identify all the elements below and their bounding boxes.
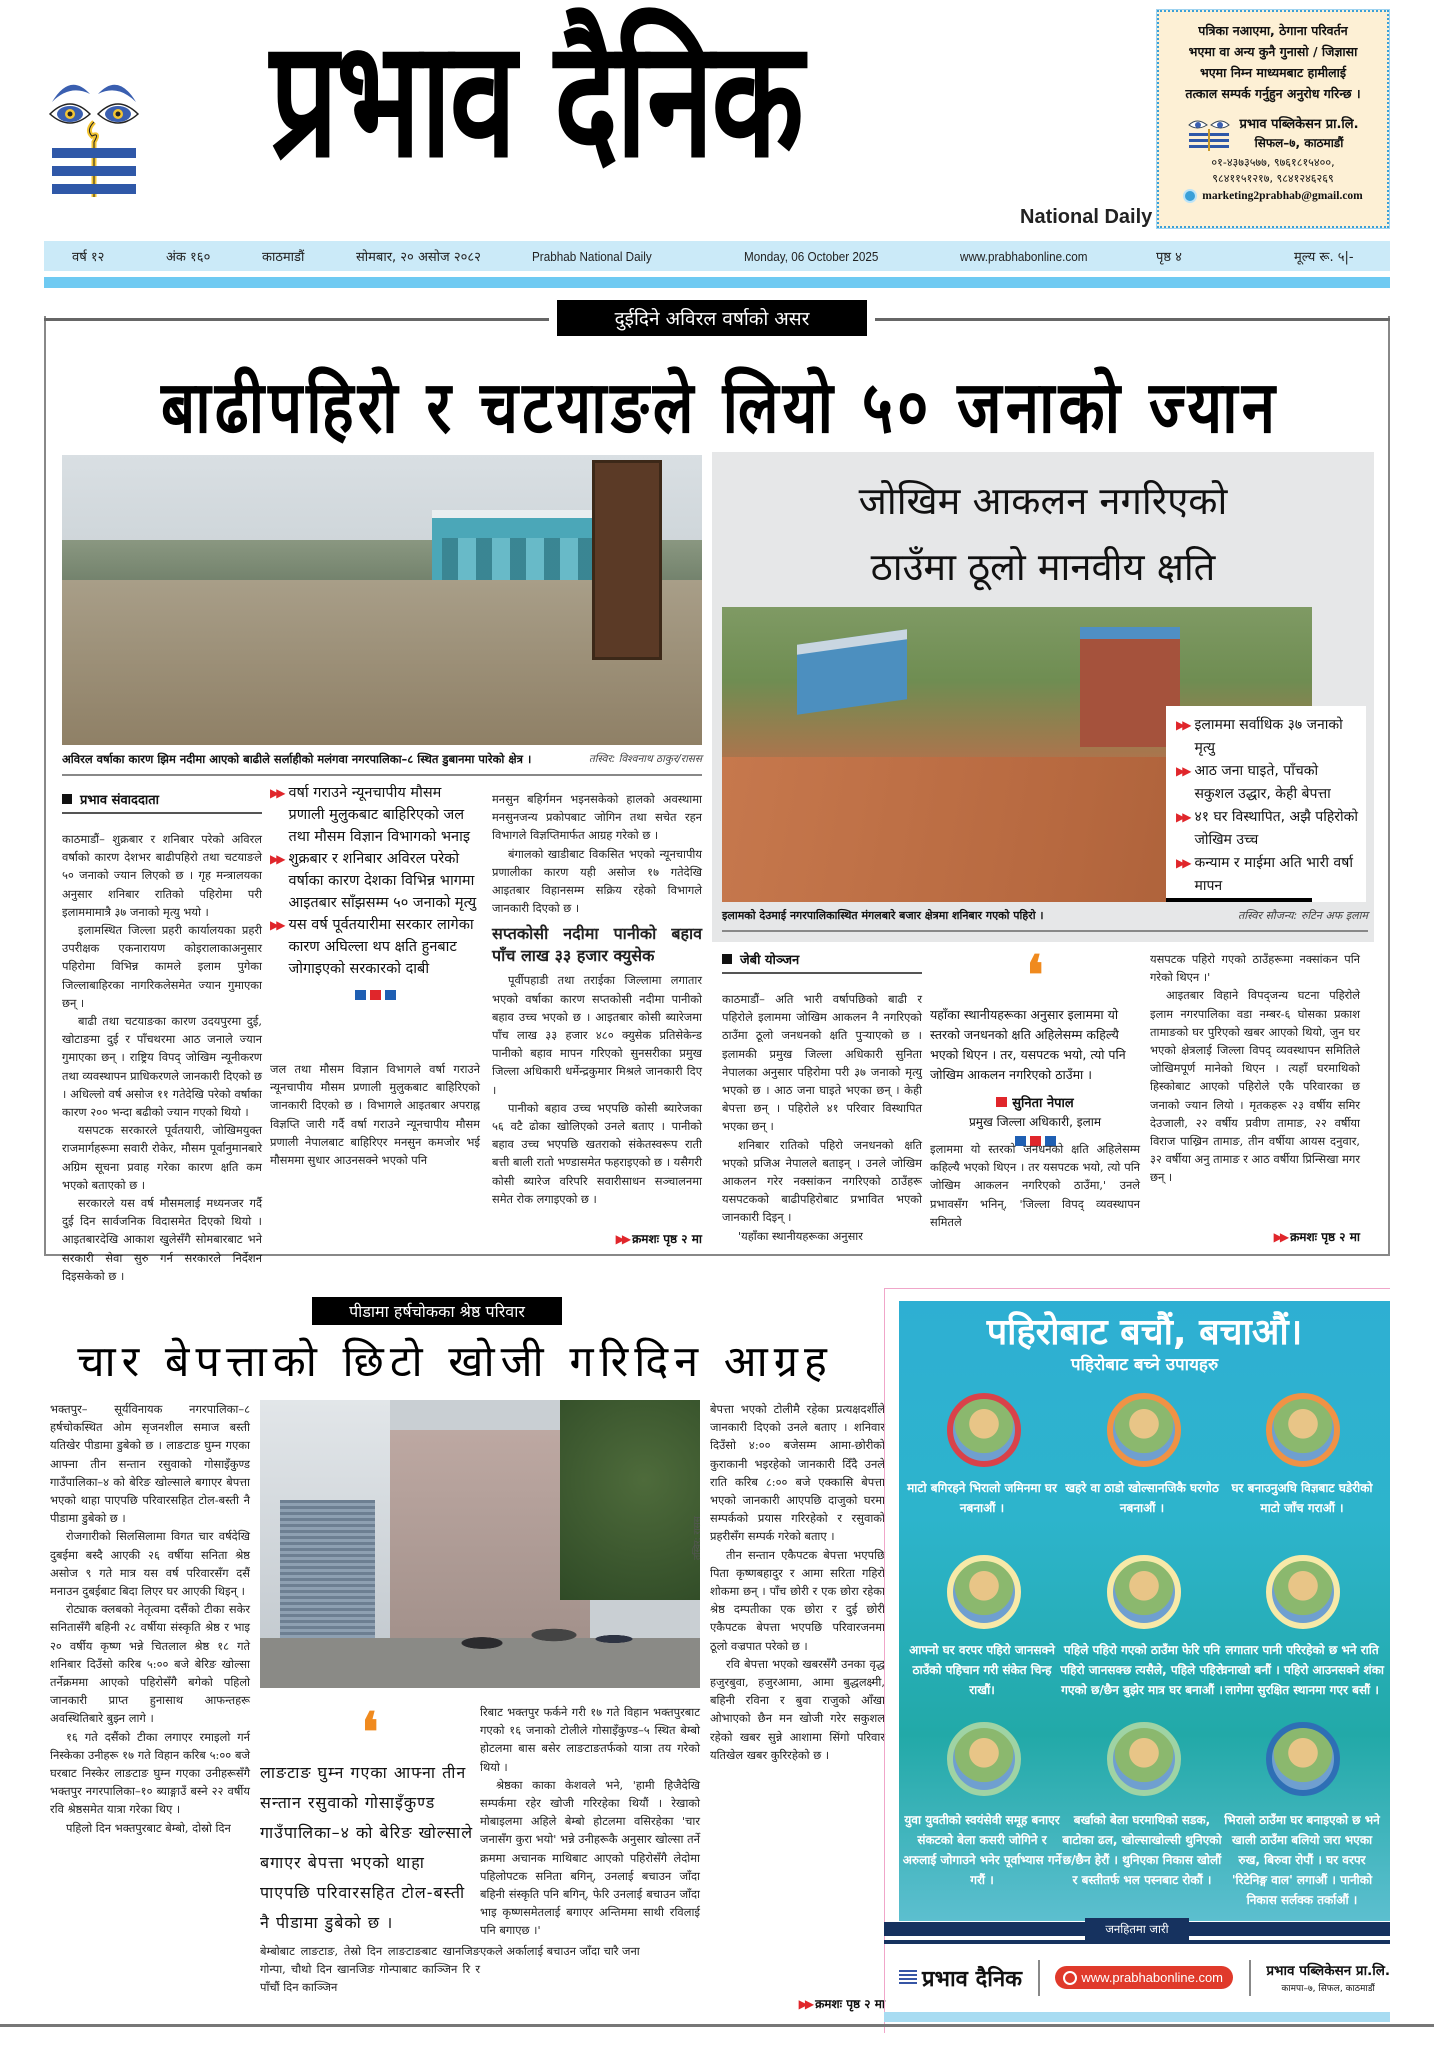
second-story-column-3 [1150, 950, 1360, 1230]
double-arrow-icon: ▶▶ [1176, 718, 1189, 732]
quote-mark-icon: ❛ [1026, 943, 1044, 1007]
masthead-subtitle: National Daily [1020, 206, 1153, 228]
ad-bottom-strip [884, 2012, 1390, 2022]
paragraph: पहिलो दिन भक्तपुरबाट बेम्बो, दोस्रो दिन [66, 1820, 231, 1835]
masthead-title: प्रभाव दैनिक [270, 6, 802, 195]
photo-credit: तस्विर सौजन्य: रुटिन अफ इलाम [1237, 909, 1368, 922]
kicker-rule-right [875, 318, 1390, 321]
double-arrow-icon: ▶▶ [1176, 810, 1189, 824]
square-bullet-icon [722, 954, 732, 964]
highlight-item: ▶▶ शुक्रबार र शनिबार अविरल परेको वर्षाका कारण देशका विभिन्न भागमा आइतबार साँझसम्म ५० जनाको मृत्यु [270, 848, 480, 914]
publisher-logo-icon [1187, 115, 1231, 151]
publisher-row [1165, 114, 1381, 151]
paragraph: बेपत्ता भएको टोलीमै रहेका प्रत्यक्षदर्शीले जानकारी दिएको उनले बताए । शनिवार दिउँसो ४:०० बजेसम्म आमा-छोरीको कुराकानी भइरहेको जानकारी दिँदै उनले राति करिब ८:०० बजे एक्कासि बेपत्ता भएको जानकारी आएपछि दाजुको घरमा सम्पर्कको प्रयास गरिरहेको र रसुवाको प्रहरीसँग सम्पर्क गरेको बताए । [710, 1402, 885, 1544]
double-arrow-icon: ▶▶ [615, 1232, 629, 1246]
page-bottom-rule [0, 2024, 1434, 2027]
highlight-item: ▶▶ इलाममा सर्वाधिक ३७ जनाको मृत्यु [1176, 714, 1358, 760]
photo-footer-bar [1166, 898, 1312, 902]
family-street-photo [260, 1400, 700, 1688]
paragraph: रोजगारीको सिलसिलामा विगत चार वर्षदेखि दुबईमा बस्दै आएकी २६ वर्षीया सनिता श्रेष्ठ असोज ९ गते मात्र यस वर्ष परिवारसँग दसैं मनाउन दुबईबाट बिदा लिएर घर आएकी थिइन् । [50, 1529, 250, 1599]
paragraph: काठमाडौं– अति भारी वर्षापछिको बाढी र पहिरोले इलाममा जोखिम आकलन नै नगरिएको ठाउँमा ठूलो जनधनको क्षति पुऱ्याएको छ । इलामकी प्रमुख जिल्ला अधिकारी सुनिता नेपालका अनुसार पहिरोमा परी ३७ जनाको मृत्यु भएको छ । आठ जना घाइते भएका छन् । केही बेपत्ता छन् । पहिरोले ४१ परिवार विस्थापित भएका छन् । [722, 992, 922, 1134]
photo-credit: तस्विर: रासस [693, 1516, 703, 1560]
tip-9: भिरालो ठाउँमा घर बनाइएको छ भने खाली ठाउँमा बलियो जरा भएका रुख, बिरुवा रोपौं । घर वरपर 'रिटेनिङ्ग वाल' लगाऔं । पानीको निकास सर्लक्क तर्काऔं । [1224, 1813, 1380, 1907]
night-rain-icon [1266, 1555, 1340, 1629]
highlight-item: ▶▶ यस वर्ष पूर्वतयारीमा सरकार लागेका कारण अघिल्ला थप क्षति हुनबाट जोगाइएको सरकारको दाबी [270, 914, 480, 980]
paragraph: काठमाडौं– शुक्रबार र शनिबार परेको अविरल वर्षाको कारण देशभर बाढीपहिरो तथा चटयाङले ५० जनाको ज्यान लिएको छ । गृह मन्त्रालयका अनुसार शनिबार रातिको पहिरोमा परी इलाममामात्रै ३७ जनाको मृत्यु भयो । [62, 832, 262, 919]
no-house-river-icon [1107, 1393, 1181, 1467]
issue-number: अंक १६० [166, 250, 211, 265]
double-arrow-icon: ▶▶ [1176, 764, 1189, 778]
double-arrow-icon: ▶▶ [1273, 1230, 1287, 1244]
third-story-kicker: पीडामा हर्षचोकका श्रेष्ठ परिवार [312, 1297, 562, 1325]
tip-8: बर्खाको बेला घरमाथिको सडक, बाटोका ढल, खोल्साखोल्सी थुनिएको छ/छैन हेरौं । थुनिएका निकास खोलौं र बस्तीतर्फ भल पस्नबाट रोकौं । [1062, 1813, 1222, 1887]
paragraph: सरकारले यस वर्ष मौसमलाई मध्यनजर गर्दै दुई दिन सार्वजनिक विदासमेत दिएको थियो । आइतबारदेखि आकाश खुलेसँगै सोमबारबाट भने सरकारी सेवा सुरु गर्न सरकारले निर्देशन दिइसकेको छ । [62, 1196, 262, 1283]
divider [1249, 1960, 1251, 1996]
contact-box [1157, 10, 1389, 228]
paragraph: पानीको बहाव उच्च भएपछि कोसी ब्यारेजका ५६ वटै ढोका खोलिएको उनले बताए । पानीको बहाव उच्च भएपछि खतराको संकेतस्वरूप राती बत्ती बाली रातो भण्डासमेत फहराइएको छ । यसैगरी कोसी ब्यारेज वरिपरि सवारीसाधन सञ्चालनमा समेत रोक लगाइएको छ । [492, 1100, 702, 1206]
second-story-headline[interactable]: जोखिम आकलन नगरिएको ठाउँमा ठूलो मानवीय क्षति [858, 479, 1228, 589]
quote-mark-icon: ❛ [361, 1700, 379, 1764]
globe-icon [1063, 1971, 1077, 1985]
flood-photo [62, 455, 702, 745]
byline: जेबी योञ्जन [722, 950, 922, 974]
highlight-item: ▶▶ आठ जना घाइते, पाँचको सकुशल उद्धार, केही बेपत्ता [1176, 760, 1358, 806]
tip-1: माटो बगिरहने भिरालो जमिनमा घर नबनाऔं । [907, 1481, 1057, 1515]
paragraph: 'यहाँका स्थानीयहरूका अनुसार [738, 1228, 863, 1243]
caption-rule [62, 774, 702, 776]
paragraph: मनसुन बहिर्गमन भइनसकेको हालको अवस्थामा मनसुनजन्य प्रकोपबाट जोगिन तथा सचेत रहन विभागले विज्ञप्तिमार्फत आग्रह गरेको छ । [492, 792, 702, 843]
paragraph: एकले अर्कालाई बचाउन जाँदा चारै जना [480, 1944, 640, 1958]
paragraph: जल तथा मौसम विज्ञान विभागले वर्षा गराउने न्यूनचापीय मौसम प्रणाली मुलुकबाट बाहिरिएको जानकारी दिएको छ । विभागले आइतबार अपराह्न विज्ञप्ति जारी गर्दै वर्षा गराउने न्यूनचापीय मौसम प्रणाली नेपालबाट बाहिरिएर मनसुन कमजोर भई मौसममा सुधार आउनसक्ने भएको पनि [270, 1062, 480, 1168]
red-square-icon [996, 1097, 1007, 1107]
issued-bar-line [884, 1940, 1390, 1944]
tip-3: घर बनाउनुअघि विज्ञबाट घडेरीको माटो जाँच गराऔं । [1231, 1481, 1373, 1515]
paragraph: यसपटक पहिरो गएको ठाउँहरूमा नक्सांकन पनि गरेको थिएन ।' [1150, 952, 1360, 985]
email-icon [1183, 189, 1197, 203]
third-story-column-2 [480, 1703, 700, 1938]
kicker-rule-left [44, 318, 549, 321]
contact-phones: ०१-४३७३५७७, ९७६१८१५४००, ९८४११५१२१७, ९८४१२४६२६९ [1211, 156, 1335, 185]
double-arrow-icon: ▶▶ [270, 918, 283, 932]
english-date: Monday, 06 October 2025 [744, 248, 879, 264]
drain-clearing-icon [1107, 1722, 1181, 1796]
landslide-history-icon [1107, 1555, 1181, 1629]
double-arrow-icon: ▶▶ [798, 1997, 812, 2011]
paragraph: श्रेष्ठका काका केशवले भने, 'हामी हिजैदेखि सम्पर्कमा रहेर खोजी गरिरहेका थियौं । रेखाको मोबाइलमा अहिले बेम्बो होटलमा वसिरहेका 'चार जनासँग कुरा भयो' भन्ने उनीहरूकै अनुसार खोल्सा तर्ने क्रममा अचानक माथिबाट आएको पहिरोसँगै लेदोमा पहिलोपटक सनिता बगिन्, उनलाई बचाउन जाँदा बहिनी संस्कृति पनि बगिन्, फेरि उनलाई बचाउन जाँदा भाइ कृष्णसमेतलाई बगाएर अन्तिममा साथी रविलाई पनि बगाएछ ।' [480, 1777, 700, 1938]
tip-4: आफ्नो घर वरपर पहिरो जानसक्ने ठाउँको पहिचान गरी संकेत चिन्ह राखौं। [909, 1643, 1055, 1697]
buddha-eyes-logo [48, 72, 140, 202]
brand-paper: प्रभाव दैनिक [899, 1963, 1022, 1993]
price: मूल्य रू. ५|- [1294, 250, 1354, 265]
top-story-column-3 [492, 790, 702, 1230]
tip-2: खहरे वा ठाडो खोल्सानजिकै घरगोठ नबनाऔं । [1065, 1481, 1219, 1515]
double-arrow-icon: ▶▶ [1176, 856, 1189, 870]
quote-text: लाङटाङ घुम्न गएका आफ्ना तीन सन्तान रसुवाको गोसाइँकुण्ड गाउँपालिका–४ को बेरिङ खोल्साले बगाएर बेपत्ता भएको थाहा पाएपछि परिवारसहित टोल-बस्ती नै पीडामा डुबेको छ । [260, 1763, 474, 1932]
paragraph: शनिबार रातिको पहिरो जनधनको क्षति भएको प्रजिअ नेपालले बताइन् । उनले जोखिम आकलन गरेर नक्सांकन नगरिएको ठाउँहरू यसपटकको बाढीपहिरोबाट प्रभावित भएको जानकारी दिइन् । [722, 1137, 922, 1225]
divider [1038, 1960, 1040, 1996]
page-number: पृष्ठ ४ [1156, 250, 1182, 265]
square-bullet-icon [62, 794, 72, 804]
paragraph: भक्तपुर– सूर्यविनायक नगरपालिका–८ हर्षचोकस्थित ओम सृजनशील समाज बस्ती यतिखेर पीडामा डुबेको छ । लाङटाङ घुम्न गएका आफ्ना तीन सन्तान रसुवाको गोसाइँकुण्ड गाउँपालिका–४ को बेरिङ खोल्साले बगाएर बेपत्ता भएको थाहा पाएपछि परिवारसहित टोल-बस्ती नै पीडामा डुबेको छ । [50, 1402, 250, 1526]
double-arrow-icon: ▶▶ [270, 786, 283, 800]
continued-link[interactable]: ▶▶ क्रमशः पृष्ठ २ मा [615, 1232, 702, 1246]
pull-quote [930, 943, 1140, 1146]
third-story-column-2-lower-b [480, 1942, 700, 2022]
top-story-kicker: दुईदिने अविरल वर्षाको असर [557, 300, 867, 336]
paragraph: आइतबार विहाने विपद्जन्य घटना पहिरोले इलाम नगरपालिका वडा नम्बर-६ घोसका प्रकाश तामाङको घर पुरिएको खबर आएको थियो, जुन घर भएको क्षेत्रलाई जिल्ला विपद् व्यवस्थापन समितिले जोखिमपूर्ण मानेको थिएन । त्यहाँ घरमाथिको हिस्कोबाट आएको पहिरोले एकै परिवारका छ जनाको ज्यान लियो । मृतकहरू २३ वर्षीय समिर देउजाली, २२ वर्षीय प्रवीण तामाङ, २२ वर्षीया विराज पाख्रिन तामाङ, तीन वर्षीया आयस दनुवार, ३२ वर्षीया अनु तामाङ र आठ वर्षीया प्रिन्सिखा मगर छन् । [1150, 988, 1360, 1185]
publisher-name: प्रभाव पब्लिकेसन प्रा.लि. [1239, 117, 1359, 132]
brand-row [899, 1950, 1390, 2005]
second-story-column-1 [722, 990, 922, 1243]
contact-message: पत्रिका नआएमा, ठेगाना परिवर्तन भएमा वा अन्य कुनै गुनासो / जिज्ञासा भएमा निम्न माध्यमबाट हामीलाई तत्काल सम्पर्क गर्नुहुन अनुरोध गरिन्छ । [1185, 23, 1361, 101]
paragraph: रवि बेपत्ता भएको खबरसँगै उनका वृद्ध हजुरबुवा, हजुरआमा, आमा बुद्धलक्ष्मी, बहिनी रविना र बुवा राजुको आँखा ओभाएको छैन मन खोजी गरेर सकुशल रहेको खबर सुन्ने आशामा सिंगो परिवार यतिखेल खबर कुरिरहेको छ । [710, 1656, 885, 1762]
quote-author: सुनिता नेपाल [930, 1093, 1140, 1111]
issued-label: जनहितमा जारी [1085, 1918, 1189, 1940]
brand-publisher: प्रभाव पब्लिकेसन प्रा.लि. कामपा–७, सिफल, काठमाडौं [1266, 1963, 1390, 1994]
paper-logo-icon [899, 1970, 917, 1986]
strip-divider [44, 277, 1390, 288]
tip-5: पहिले पहिरो गएको ठाउँमा फेरि पनि पहिरो जानसक्छ त्यसैले, पहिले पहिरो गएको छ/छैन बुझेर मात्र घर बनाऔं । [1060, 1643, 1224, 1697]
top-story-highlights [270, 782, 480, 1000]
highlight-item: ▶▶ वर्षा गराउने न्यूनचापीय मौसम प्रणाली मुलुकबाट बाहिरिएको जल तथा मौसम विज्ञान विभागको भनाइ [270, 782, 480, 848]
caption-text: अविरल वर्षाका कारण झिम नदीमा आएको बाढीले सर्लाहीको मलंगवा नगरपालिका–८ स्थित डुबानमा पारेको क्षेत्र । [62, 752, 532, 766]
tip-7: युवा युवतीको स्वयंसेवी समूह बनाएर संकटको बेला कसरी जोगिने र अरुलाई जोगाउने भनेर पूर्वाभ्यास गर्ने गरौं । [902, 1813, 1062, 1887]
top-story-column-2 [270, 1060, 480, 1250]
third-story-column-2-lower [260, 1942, 480, 2022]
highlight-item: ▶▶ ४१ घर विस्थापित, अझै पहिरोको जोखिम उच्च [1176, 806, 1358, 852]
second-story-column-2 [930, 1140, 1140, 1230]
caption-text: इलामको देउमाई नगरपालिकास्थित मंगलबारे बजार क्षेत्रमा शनिबार गएको पहिरो । [722, 909, 1044, 922]
continued-link[interactable]: ▶▶ क्रमशः पृष्ठ २ मा [1273, 1230, 1360, 1244]
soil-test-icon [1266, 1393, 1340, 1467]
infographic-title: पहिरोबाट बचौं, बचाऔं। [986, 1312, 1303, 1353]
caption-rule [722, 930, 1368, 932]
third-story-column-3 [710, 1400, 885, 1990]
double-arrow-icon: ▶▶ [270, 852, 283, 866]
no-house-slope-icon [947, 1393, 1021, 1467]
volunteers-icon [947, 1722, 1021, 1796]
section-divider-squares [270, 990, 480, 1000]
paragraph: बाढी तथा चटयाङका कारण उदयपुरमा दुई, खोटाङमा दुई र पाँचथरमा आठ जनाले ज्यान गुमाएका छन् । राष्ट्रिय विपद् जोखिम न्यूनीकरण तथा व्यवस्थापन प्राधिकरणले जानकारी दिएको छ । अधिल्लो वर्ष असोज ११ गतेदेखि परेको वर्षाका कारण २०० भन्दा बढीको ज्यान गएको थियो । [62, 1014, 262, 1120]
pull-quote [260, 1700, 480, 1938]
third-story-headline[interactable]: चार बेपत्ताको छिटो खोजी गरिदिन आग्रह [77, 1337, 833, 1387]
paragraph: इलामस्थित जिल्ला प्रहरी कार्यालयका प्रहरी उपरीक्षक एकनारायण कोइरालाकाअनुसार पहिरोमा विभिन्न कामले इलाम पुगेका जिल्लाबाहिरका नागरिकलेसमेत ज्यान गुमाएका छन् । [62, 923, 262, 1010]
second-story-highlights [1166, 706, 1366, 902]
website-link[interactable]: www.prabhabonline.com [960, 248, 1088, 264]
top-story-headline[interactable]: बाढीपहिरो र चटयाङले लियो ५० जनाको ज्यान [160, 365, 1280, 450]
highlight-item: ▶▶ कन्याम र माईमा अति भारी वर्षा मापन [1176, 852, 1358, 898]
retaining-wall-icon [1266, 1722, 1340, 1796]
paragraph: इलाममा यो स्तरको जनधनको क्षति अहिलेसम्म कहिल्यै भएको थिएन । तर यसपटक भयो, त्यो पनि जोखिम आकलन नगरिएको ठाउँमा,' उनले प्रभावसँग भनिन्, 'जिल्ला विपद् व्यवस्थापन समितले [930, 1142, 1140, 1229]
paragraph: बेम्बोबाट लाङटाङ, तेस्रो दिन लाङटाङबाट खानजिङ गोन्पा, चौथो दिन खानजिङ गोन्पाबाट काञ्जिन रि र पाँचौं दिन काञ्जिन [260, 1944, 480, 1995]
nepali-date: सोमबार, २० असोज २०८२ [356, 250, 481, 265]
paragraph: यसपटक सरकारले पूर्वतयारी, जोखिमयुक्त राजमार्गहरूमा सवारी रोकेर, मौसम पूर्वानुमानबारे अग्रिम सूचना प्रवाह गरेका कारण क्षति कम भएको बताएको छ । [62, 1123, 262, 1192]
flood-photo-caption [62, 752, 702, 767]
quote-author-role: प्रमुख जिल्ला अधिकारी, इलाम [968, 1115, 1102, 1129]
column-subhead: सप्तकोसी नदीमा पानीको बहाव पाँच लाख ३३ हजार क्युसेक [492, 924, 702, 966]
infographic-subtitle: पहिरोबाट बच्ने उपायहरु [1070, 1355, 1219, 1375]
paragraph: रोट्याक क्लबको नेतृत्वमा दसैंको टीका सकेर सनितासँगै बहिनी २८ वर्षीया संस्कृति श्रेष्ठ र भाइ २० वर्षीय कृष्ण भन्ने चितलाल श्रेष्ठ १८ गते शनिबार दिउँसो करिब ५:०० बजे बेरिङ खोल्सा तर्नेक्रममा आएको पहिरोसँगै बगेको पहिलो जानकारी प्राप्त हुनासाथ आफन्तहरू अवस्थितिबारे बुझ्न लागे । [50, 1602, 250, 1726]
paragraph: रिबाट भक्तपुर फर्कने गरी १७ गते विहान भक्तपुरबाट गएको १६ जनाको टोलीले गोसाइँकुण्ड–५ स्थित बेम्बो होटलमा बास बसेर लाङटाङतर्फको यात्रा तय गरेको थियो । [480, 1705, 700, 1774]
paragraph: बंगालको खाडीबाट विकसित भएको न्यूनचापीय प्रणालीका कारण यही असोज १७ गतेदेखि आइतबार विहानसम्म सक्रिय रहेको विभागले जानकारी दिएको छ । [492, 846, 702, 916]
top-story-column-1 [62, 830, 262, 1283]
quote-text: यहाँका स्थानीयहरूका अनुसार इलाममा यो स्तरको जनधनको क्षति अहिलेसम्म कहिल्यै भएको थिएन । तर, यसपटक भयो, त्यो पनि जोखिम आकलन नगरिएको ठाउँमा । [930, 1007, 1126, 1082]
hazard-sign-icon [947, 1555, 1021, 1629]
third-story-column-1 [50, 1400, 250, 2020]
paragraph: १६ गते दसैंको टीका लगाएर रमाइलो गर्न निस्केका उनीहरू १७ गते विहान करिब ५:०० बजे घरबाट निस्केर लाङटाङ घुम्न गएका उनीहरूसँगै भक्तपुर नगरपालिका–१० ब्याङ्गाउँ बस्ने २२ वर्षीय रवि श्रेष्ठसमेत यात्रा गरेका थिए । [50, 1729, 250, 1817]
landslide-photo-caption [722, 908, 1368, 923]
city: काठमाडौं [262, 250, 305, 265]
issue-info-strip [44, 241, 1390, 271]
photo-credit: तस्विर: विश्वनाथ ठाकुर/रासस [588, 753, 702, 765]
tip-6: लगातार पानी परिरहेको छ भने राति चनाखो बनौं । पहिरो आउनसक्ने शंका लागेमा सुरक्षित स्थानमा गएर बसौं । [1220, 1643, 1385, 1697]
paragraph: पूर्वीपहाडी तथा तराईका जिल्लामा लगातार भएको वर्षाका कारण सप्तकोसी नदीमा पानीको बहाव उच्च भएको छ । आइतबार कोसी ब्यारेजमा पाँच लाख ३३ हजार ४८० क्युसेक प्रतिसेकेन्ड पानीको बहाव मापन गरिएको सुनसरीका प्रमुख जिल्ला अधिकारी धर्मेन्द्रकुमार मिश्रले जानकारी दिए । [492, 973, 702, 1097]
continued-link[interactable]: ▶▶ क्रमशः पृष्ठ २ मा [798, 1997, 885, 2011]
contact-email-row[interactable] [1165, 189, 1381, 203]
brand-url-button[interactable]: www.prabhabonline.com [1055, 1966, 1233, 1989]
byline: प्रभाव संवाददाता [62, 790, 262, 814]
contact-email[interactable]: marketing2prabhab@gmail.com [1202, 190, 1363, 202]
publisher-address: सिफल–७, काठमाडौं [1254, 136, 1344, 150]
paragraph: तीन सन्तान एकैपटक बेपत्ता भएपछि पिता कृष्णबहादुर र आमा सरिता गहिरो शोकमा छन् । पाँच छोरी र एक छोरा रहेका श्रेष्ठ दम्पतीका एक छोरा र दुई छोरी एकैपटक बेपत्ता भएपछि परिवारजनमा ठूलो वज्रपात परेको छ । [710, 1547, 885, 1653]
english-name: Prabhab National Daily [532, 248, 652, 264]
volume-year: वर्ष १२ [72, 250, 105, 265]
